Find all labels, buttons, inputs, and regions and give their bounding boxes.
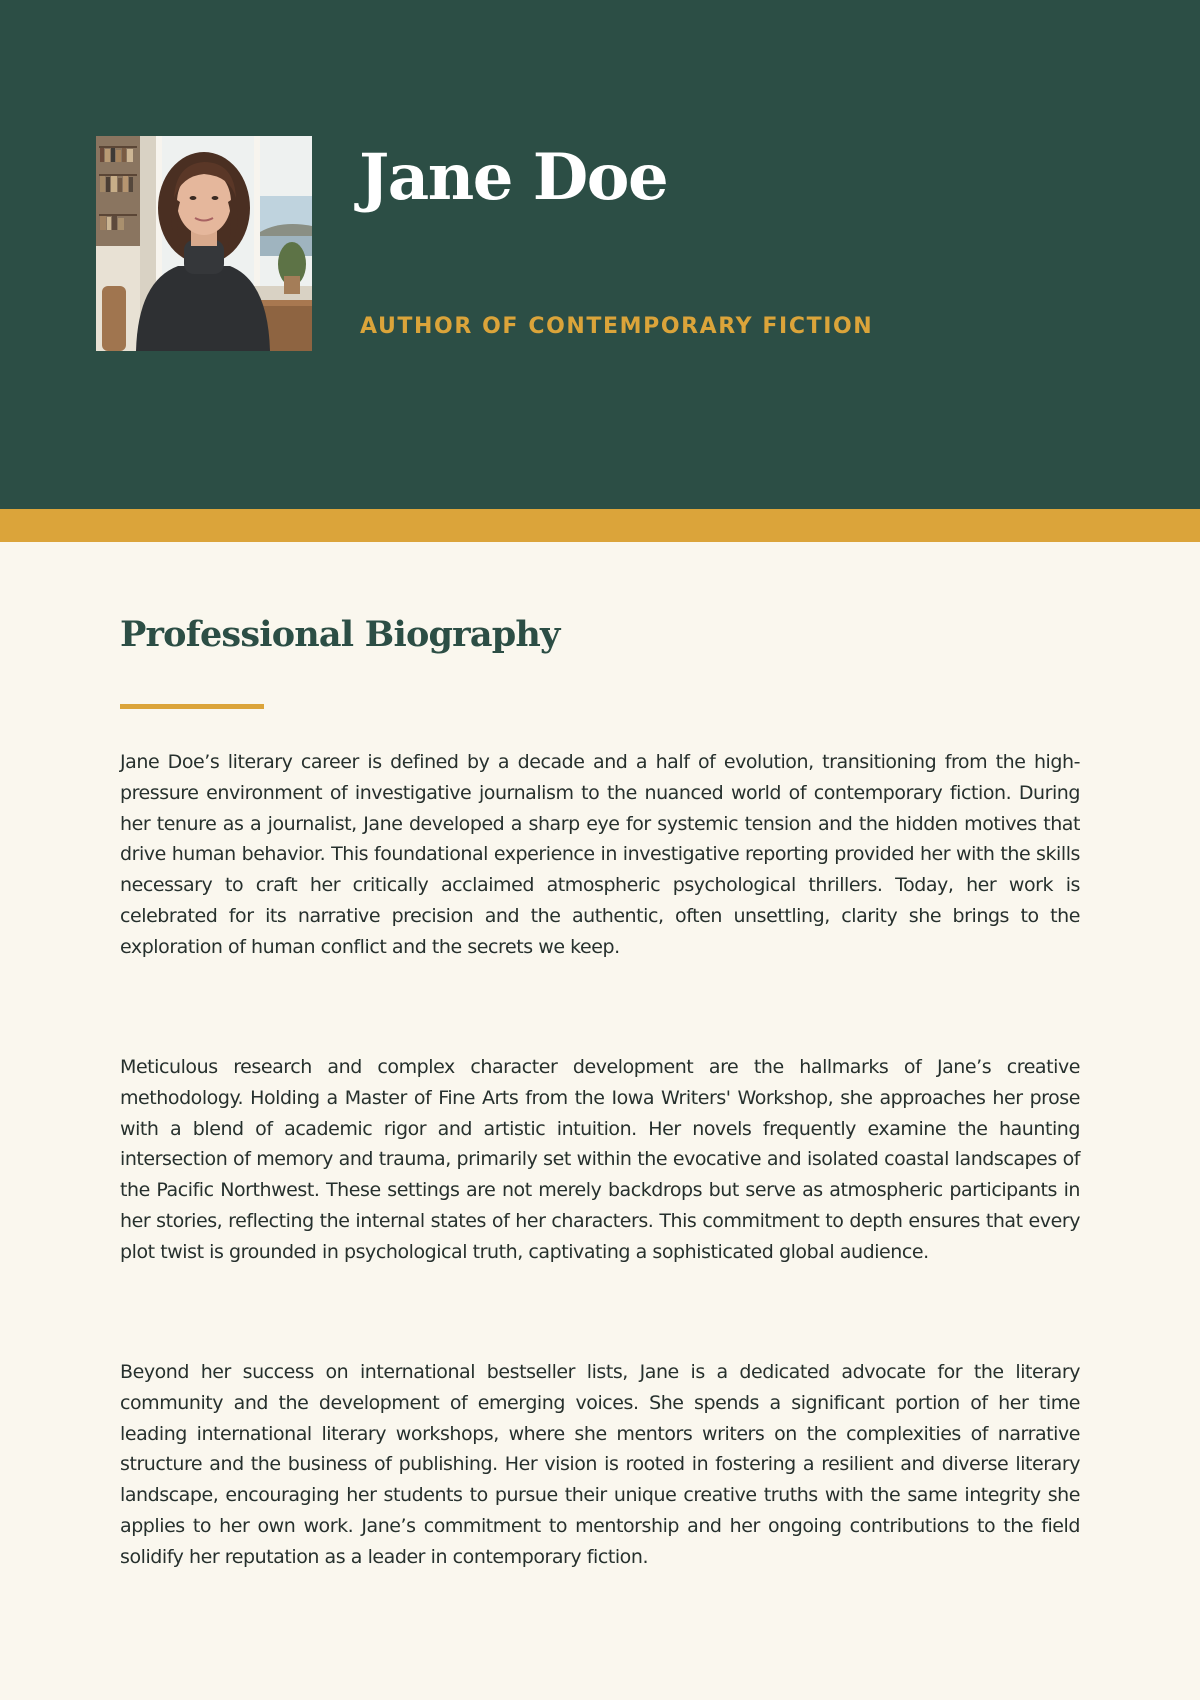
title-underline [120,704,264,709]
biography-paragraph: Meticulous research and complex character development are the hallmarks of Jane’s creative methodology. Holding a Master of Fine Arts from the Iowa Writers' Workshop, she approaches her prose with a blend of academic rigor and artistic intuition. Her novels frequently examine the haunting intersection of memory and trauma, primarily set within the evocative and isolated coastal landscapes of the Pacific Northwest. These settings are not merely backdrops but serve as atmospheric participants in her stories, reflecting the internal states of her characters. This commitment to depth ensures that every plot twist is grounded in psychological truth, captivating a sophisticated global audience. [120,1056,1080,1263]
biography-paragraph: Jane Doe’s literary career is defined by a decade and a half of evolution, transitioning from the high-pressure environment of investigative journalism to the nuanced world of contemporary fiction. During her tenure as a journalist, Jane developed a sharp eye for systemic tension and the hidden motives that drive human behavior. This foundational experience in investigative reporting provided her with the skills necessary to craft her critically acclaimed atmospheric psychological thrillers. Today, her work is celebrated for its narrative precision and the authentic, often unsettling, clarity she brings to the exploration of human conflict and the secrets we keep. [120,751,1080,958]
author-subtitle: AUTHOR OF CONTEMPORARY FICTION [360,314,874,339]
accent-band [0,509,1200,542]
biography-paragraph: Beyond her success on international bestseller lists, Jane is a dedicated advocate for the literary community and the development of emerging voices. She spends a significant portion of her time leading international literary workshops, where she mentors writers on the complexities of narrative structure and the business of publishing. Her vision is rooted in fostering a resilient and diverse literary landscape, encouraging her students to pursue their unique creative truths with the same integrity she applies to her own work. Jane’s commitment to mentorship and her ongoing contributions to the field solidify her reputation as a leader in contemporary fiction. [120,1361,1080,1568]
author-name: Jane Doe [359,140,668,215]
author-portrait [96,136,312,351]
profile-header [0,0,1200,509]
section-title: Professional Biography [120,614,560,655]
